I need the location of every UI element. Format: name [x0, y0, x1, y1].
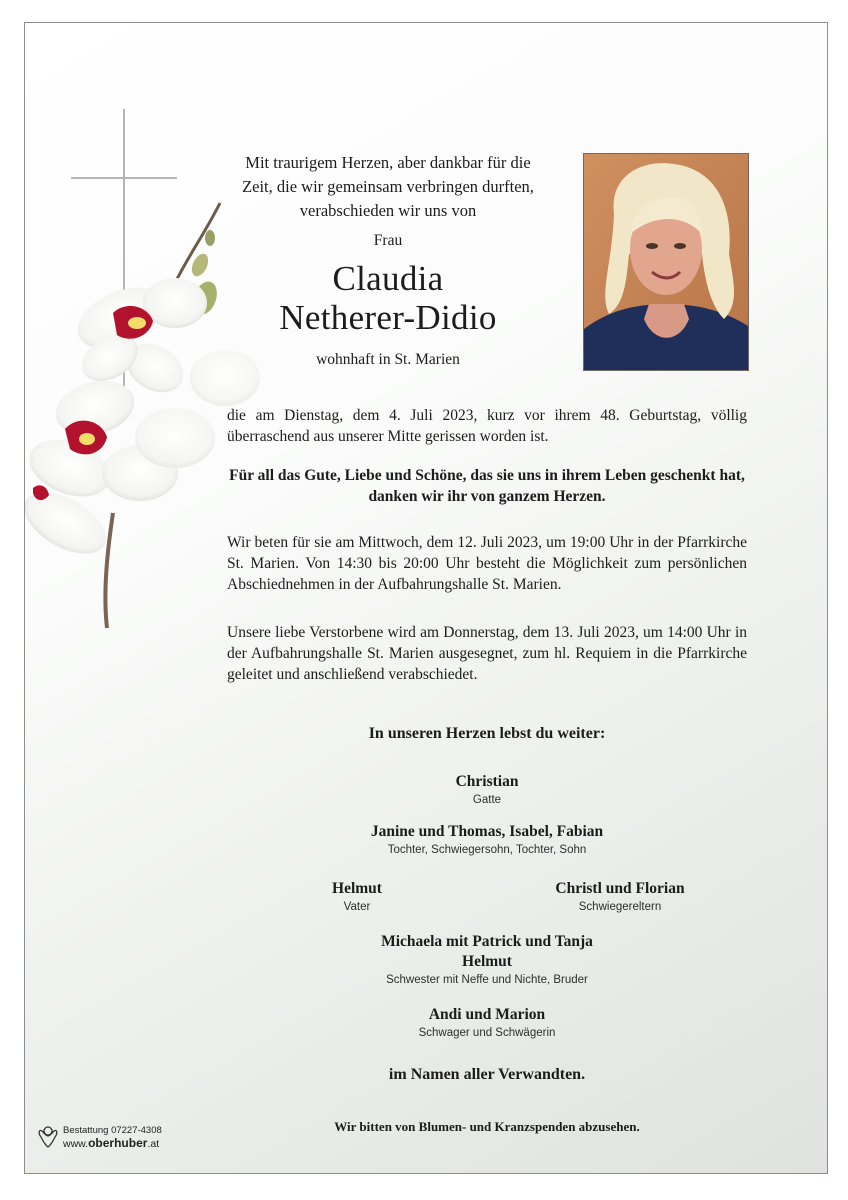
mourner-entry — [287, 879, 427, 915]
web-suffix: .at — [147, 1138, 160, 1150]
mourner-entry — [227, 772, 747, 808]
angel-icon — [37, 1125, 59, 1149]
flower-request: Wir bitten von Blumen- und Kranzspenden abzusehen. — [334, 1119, 640, 1134]
intro-line: verabschieden wir uns von — [299, 201, 477, 220]
residence: wohnhaft in St. Marien — [316, 351, 460, 368]
intro-line: Mit traurigem Herzen, aber dankbar für die — [245, 153, 531, 172]
mourner-names: Helmut — [332, 880, 382, 897]
mourner-relation: Schwiegereltern — [578, 901, 662, 913]
web-prefix: www. — [63, 1138, 89, 1150]
first-name: Claudia — [332, 259, 444, 298]
mourner-relation: Schwager und Schwägerin — [418, 1027, 556, 1039]
mourner-entry — [227, 1005, 747, 1041]
mourner-entry — [227, 932, 747, 988]
mourners-heading: In unseren Herzen lebst du weiter: — [368, 725, 606, 742]
deceased-name — [225, 259, 551, 337]
mourner-names: Janine und Thomas, Isabel, Fabian — [370, 823, 604, 840]
thanks-text: Für all das Gute, Liebe und Schöne, das sie uns in ihrem Leben geschenkt hat, danken wir ihr von ganzem Herzen. — [229, 467, 745, 505]
last-name: Netherer-Didio — [279, 298, 497, 337]
portrait-photo — [583, 153, 749, 371]
paragraph-death-notice: die am Dienstag, dem 4. Juli 2023, kurz vor ihrem 48. Geburtstag, völlig überraschend aus unserer Mitte gerissen worden ist. — [227, 407, 747, 445]
salutation: Frau — [373, 232, 403, 249]
parte-card — [24, 22, 828, 1174]
mourner-relation: Vater — [343, 901, 371, 913]
funeral-home-logo — [37, 1125, 177, 1155]
mourner-names: Christian — [455, 773, 519, 790]
mourner-entry — [525, 879, 715, 915]
intro-line: Zeit, die wir gemeinsam verbringen durften, — [242, 177, 534, 196]
mourner-entry — [227, 822, 747, 858]
mourner-relation: Tochter, Schwiegersohn, Tochter, Sohn — [387, 844, 587, 856]
intro-text — [215, 151, 561, 223]
mourner-names: Andi und Marion — [428, 1006, 546, 1023]
paragraph-requiem: Unsere liebe Verstorbene wird am Donnerstag, dem 13. Juli 2023, um 14:00 Uhr in der Aufbahrungshalle St. Marien ausgesegnet, zum hl. Requiem in die Pfarrkirche geleitet und anschließend verabschiedet. — [227, 624, 747, 683]
paragraph-prayer: Wir beten für sie am Mittwoch, dem 12. Juli 2023, um 19:00 Uhr in der Pfarrkirche St. Marien. Von 14:30 bis 20:00 Uhr besteht die Möglichkeit zum persönlichen Abschiednehmen in der Aufbahrungshalle St. Marien. — [227, 534, 747, 593]
funeral-home-phone: 07227-4308 — [111, 1125, 162, 1136]
funeral-home-label: Bestattung — [63, 1125, 109, 1136]
mourner-relation: Gatte — [472, 794, 502, 806]
mourner-names-second: Helmut — [462, 953, 512, 970]
cross-horizontal — [71, 177, 177, 179]
mourner-names: Michaela mit Patrick und Tanja — [381, 933, 593, 950]
mourner-names: Christl und Florian — [555, 880, 685, 897]
closing-text: im Namen aller Verwandten. — [388, 1066, 586, 1083]
mourner-relation: Schwester mit Neffe und Nichte, Bruder — [386, 974, 588, 986]
web-brand: oberhuber — [88, 1136, 148, 1150]
